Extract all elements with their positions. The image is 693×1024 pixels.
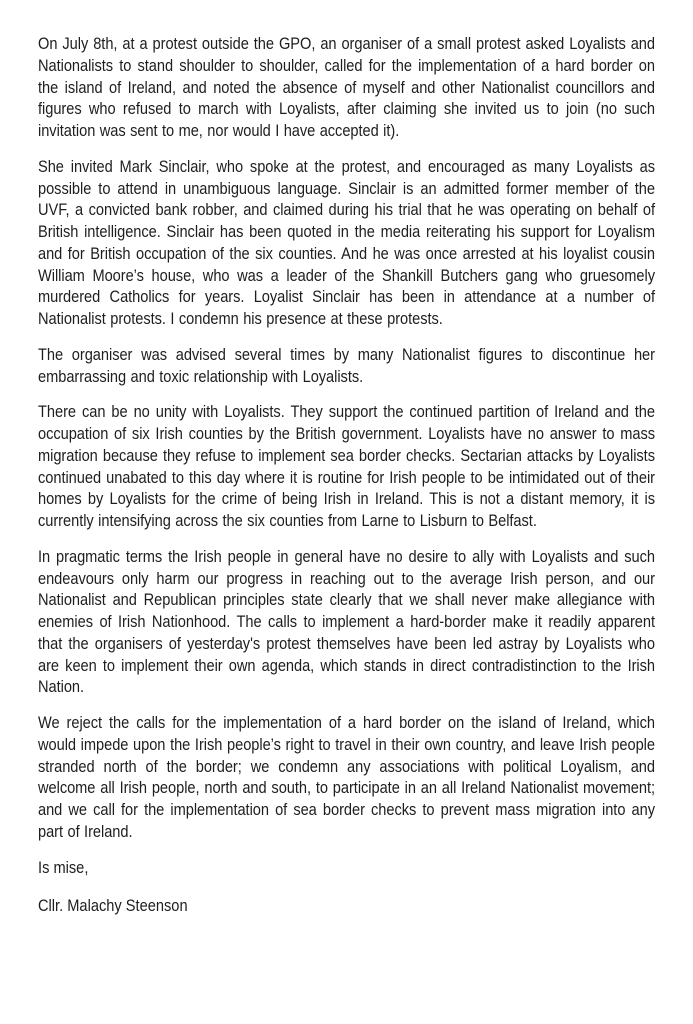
- closing-salutation: Is mise,: [38, 857, 89, 877]
- document-body: [38, 33, 655, 917]
- paragraph-we-reject: We reject the calls for the implementation of a hard border on the island of Ireland, which would impede upon the Irish people’s right to travel in their own country, and leave Irish people stranded north of the border; we condemn any associations with political Loyalism, and welcome all Irish people, north and south, to participate in an all Ireland Nationalist movement; and we call for the implementation of sea border checks to prevent mass migration into any part of Ireland.: [38, 713, 655, 841]
- paragraph-mark-sinclair: She invited Mark Sinclair, who spoke at the protest, and encouraged as many Loyalists as possible to attend in unambiguous language. Sinclair is an admitted former member of the UVF, a convicted bank robber, and claimed during his trial that he was operating on behalf of British intelligence. Sinclair has been quoted in the media reiterating his support for Loyalism and for British occupation of the six counties. And he was once arrested at his loyalist cousin William Moore’s house, who was a leader of the Shankill Butchers gang who gruesomely murdered Catholics for years. Loyalist Sinclair has been in attendance at a number of Nationalist protests. I condemn his presence at these protests.: [38, 156, 655, 328]
- document-page: [38, 33, 655, 917]
- signature: Cllr. Malachy Steenson: [38, 895, 188, 915]
- paragraph-pragmatic-terms: In pragmatic terms the Irish people in general have no desire to ally with Loyalists and such endeavours only harm our progress in reaching out to the average Irish person, and our Nationalist and Republican principles state clearly that we shall never make allegiance with enemies of Irish Nationhood. The calls to implement a hard-border make it readily apparent that the organisers of yesterday's protest themselves have been led astray by Loyalists who are keen to implement their own agenda, which stands in direct contradistinction to the Irish Nation.: [38, 546, 655, 697]
- paragraph-protest-account: On July 8th, at a protest outside the GPO, an organiser of a small protest asked Loyalists and Nationalists to stand shoulder to shoulder, called for the implementation of a hard border on the island of Ireland, and noted the absence of myself and other Nationalist councillors and figures who refused to march with Loyalists, after claiming she invited us to join (no such invitation was sent to me, nor would I have accepted it).: [38, 34, 655, 140]
- paragraph-organiser-advised: The organiser was advised several times by many Nationalist figures to discontinue her embarrassing and toxic relationship with Loyalists.: [38, 344, 655, 386]
- paragraph-no-unity: There can be no unity with Loyalists. They support the continued partition of Ireland and the occupation of six Irish counties by the British government. Loyalists have no answer to mass migration because they refuse to implement sea border checks. Sectarian attacks by Loyalists continued unabated to this day where it is routine for Irish people to be intimidated out of their homes by Loyalists for the crime of being Irish in Ireland. This is not a distant memory, it is currently intensifying across the six counties from Larne to Lisburn to Belfast.: [38, 402, 655, 530]
